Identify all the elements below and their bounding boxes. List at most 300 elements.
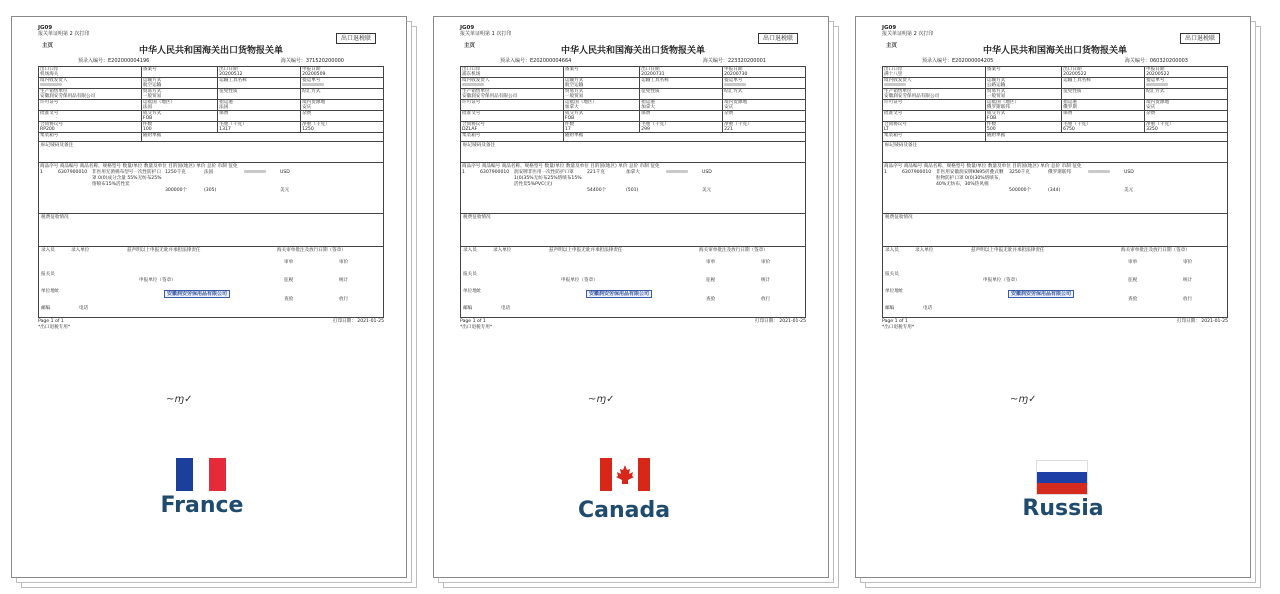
pieces-label: 件数 bbox=[142, 122, 153, 127]
marks-section bbox=[460, 142, 806, 163]
exit-port-value: 满十八里 bbox=[884, 72, 903, 77]
form-cell bbox=[218, 100, 301, 111]
entry-unit-label: 录入单位 bbox=[493, 248, 512, 253]
country-label: Russia bbox=[1022, 496, 1104, 521]
form-cell bbox=[141, 111, 217, 122]
goods-row-second bbox=[462, 188, 804, 194]
exit-date-value: 20200522 bbox=[1063, 72, 1087, 77]
form-cell bbox=[301, 122, 384, 133]
form-cell bbox=[461, 78, 564, 89]
form-cell bbox=[244, 170, 280, 188]
form-cell bbox=[883, 89, 986, 100]
unit-addr-label: 单位地址 bbox=[463, 289, 482, 294]
company-stamp: 安徽润安劳保用品有限公司 bbox=[1008, 290, 1074, 298]
consignor-label: 境内收发货人 bbox=[40, 78, 68, 83]
form-cell bbox=[1062, 111, 1145, 122]
pieces-label: 件数 bbox=[986, 122, 997, 127]
dest-country-value: 法国 bbox=[142, 105, 153, 110]
declare-date-value: 20200730 bbox=[724, 72, 748, 77]
section-label: 主页 bbox=[886, 43, 898, 49]
currency-value: USD bbox=[1124, 170, 1134, 175]
transport-label: 运输方式 bbox=[564, 78, 584, 83]
pre-entry-number: 预录入编号：E202000004205 bbox=[922, 58, 994, 64]
qty2-value: 54400个 bbox=[587, 188, 607, 193]
contract-no-value: RP200 bbox=[40, 127, 55, 132]
deal-mode-value: FOB bbox=[564, 116, 575, 121]
net-label: 净重（千克） bbox=[302, 122, 330, 127]
form-cell bbox=[1145, 89, 1228, 100]
form-cell bbox=[1062, 89, 1145, 100]
gross-label: 毛重（千克） bbox=[641, 122, 669, 127]
approval-label: 批准文号 bbox=[40, 111, 59, 116]
entry-clerk-label: 录入员 bbox=[885, 248, 899, 253]
tax-nature-label: 征免性质 bbox=[641, 89, 660, 94]
origin-code-value: (344) bbox=[1048, 188, 1061, 193]
currency-cn-value: 美元 bbox=[1124, 188, 1134, 193]
doc-numbers bbox=[882, 57, 1228, 66]
redacted-value bbox=[884, 83, 906, 86]
doc-code: JG09 bbox=[460, 25, 475, 31]
settle-label: 结汇方式 bbox=[724, 89, 743, 94]
doc-title: 中华人民共和国海关出口货物报关单 bbox=[560, 46, 705, 56]
form-cell bbox=[1088, 188, 1124, 194]
footnote: *出口退税专用* bbox=[38, 325, 71, 330]
origin-value: 俄罗斯联邦 bbox=[1048, 170, 1071, 175]
vehicle-label: 运输工具名称 bbox=[1063, 78, 1091, 83]
form-cell bbox=[301, 111, 384, 122]
inspect-label: 查验 bbox=[284, 297, 294, 302]
entry-unit-label: 录入单位 bbox=[915, 248, 934, 253]
entry-clerk-label: 录入员 bbox=[41, 248, 55, 253]
insurance-label: 保费 bbox=[1063, 111, 1073, 116]
dest-country-label: 运抵国（地区） bbox=[986, 100, 1020, 105]
form-cell bbox=[1145, 122, 1228, 133]
tax-info-label: 税费征收情况 bbox=[463, 215, 491, 220]
declare-date-label: 申报日期 bbox=[724, 67, 743, 72]
gross-weight-value: 1317 bbox=[219, 127, 231, 132]
marks-section bbox=[38, 142, 384, 163]
form-cell bbox=[218, 122, 301, 133]
dest-country-value: 俄罗斯联邦 bbox=[986, 105, 1010, 110]
form-cell bbox=[40, 188, 162, 194]
form-cell bbox=[462, 188, 584, 194]
form-cell bbox=[1062, 122, 1145, 133]
form-cell bbox=[985, 111, 1061, 122]
form-cell bbox=[301, 67, 384, 78]
form-cell bbox=[301, 78, 384, 89]
form-cell bbox=[141, 122, 217, 133]
export-tax-label: 出口退税联 bbox=[1180, 33, 1220, 44]
form-cell bbox=[723, 89, 806, 100]
redacted-value bbox=[40, 83, 62, 86]
vehicle-label: 运输工具名称 bbox=[641, 78, 669, 83]
customs-number: 海关编号：223320200001 bbox=[702, 58, 766, 64]
goods-no-value: 1 bbox=[40, 170, 43, 175]
form-cell bbox=[1062, 100, 1145, 111]
customs-declaration-sheet bbox=[855, 16, 1251, 578]
copy-note: 报关单证明第 2 次打印 bbox=[882, 31, 934, 37]
form-cell bbox=[985, 89, 1061, 100]
declaration-table bbox=[882, 66, 1228, 142]
goods-row-second bbox=[884, 188, 1226, 194]
arrival-port-label: 指运港 bbox=[641, 100, 655, 105]
consignor-value: 安徽润安劳保用品有限公司 bbox=[40, 94, 96, 99]
form-cell bbox=[218, 111, 301, 122]
customs-number: 海关编号：371520200000 bbox=[280, 58, 344, 64]
print-date: 打印日期： 2021-01-25 bbox=[332, 319, 384, 324]
form-cell bbox=[640, 89, 723, 100]
hs-code-value: 6307900010 bbox=[480, 170, 510, 175]
form-cell bbox=[244, 188, 280, 194]
producer-label: 生产销售单位 bbox=[884, 89, 912, 94]
currency-value: USD bbox=[702, 170, 712, 175]
entry-unit-label: 录入单位 bbox=[71, 248, 90, 253]
doc-title: 中华人民共和国海关出口货物报关单 bbox=[138, 46, 283, 56]
approval-label: 批准文号 bbox=[884, 111, 903, 116]
redacted-value bbox=[1088, 170, 1110, 173]
vehicle-label: 运输工具名称 bbox=[219, 78, 247, 83]
exit-port-label: 出口口岸 bbox=[884, 67, 903, 72]
bill-no-label: 提运单号 bbox=[1146, 78, 1165, 83]
goods-section bbox=[460, 163, 806, 214]
declare-statement-label: 兹声明以上申报无讹并承担法律责任 bbox=[127, 248, 201, 253]
doc-footer bbox=[882, 319, 1228, 331]
form-cell bbox=[1062, 78, 1145, 89]
footnote: *出口退税专用* bbox=[882, 325, 915, 330]
declare-date-label: 申报日期 bbox=[1146, 67, 1165, 72]
exit-port-label: 出口口岸 bbox=[462, 67, 481, 72]
footnote: *出口退税专用* bbox=[460, 325, 493, 330]
signature-section bbox=[460, 247, 806, 318]
phone-label: 电话 bbox=[501, 306, 511, 311]
declare-unit-label: 申报单位（签章） bbox=[983, 278, 1020, 283]
trade-mode-value: 一般贸易 bbox=[142, 94, 162, 99]
france-flag-icon bbox=[176, 458, 226, 491]
arrival-port-label: 指运港 bbox=[1063, 100, 1077, 105]
form-cell bbox=[666, 170, 702, 188]
form-cell bbox=[640, 67, 723, 78]
form-cell bbox=[141, 89, 217, 100]
hs-code-value: 6307900010 bbox=[58, 170, 88, 175]
stats-label: 统计 bbox=[761, 278, 771, 283]
doc-footer bbox=[38, 319, 384, 331]
stats-label: 统计 bbox=[339, 278, 349, 283]
form-cell bbox=[461, 111, 564, 122]
goods-header: 商品序号 商品编号 商品名称、规格型号 数量/单位 数量及单位 目的国(地区) 单价 总价 币制 征免 bbox=[40, 164, 238, 169]
insurance-label: 保费 bbox=[641, 111, 651, 116]
declarer-label: 报关员 bbox=[885, 272, 899, 277]
pre-entry-number: 预录入编号：E202000004664 bbox=[500, 58, 572, 64]
release-label: 放行 bbox=[339, 297, 349, 302]
deal-mode-label: 成交方式 bbox=[986, 111, 1006, 116]
gross-weight-value: 6750 bbox=[1063, 127, 1075, 132]
transport-value: 航空运输 bbox=[142, 83, 162, 88]
origin-code-value: (501) bbox=[626, 188, 639, 193]
form-cell bbox=[883, 133, 986, 142]
arrival-port-label: 指运港 bbox=[219, 100, 233, 105]
license-label: 许可证号 bbox=[40, 100, 59, 105]
form-cell bbox=[39, 89, 142, 100]
tax-info-label: 税费征收情况 bbox=[41, 215, 69, 220]
gross-weight-value: 299 bbox=[641, 127, 650, 132]
inspect-label: 查验 bbox=[1128, 297, 1138, 302]
review-label: 审单 bbox=[1128, 260, 1138, 265]
form-cell bbox=[666, 188, 702, 194]
tax-info-section bbox=[882, 214, 1228, 247]
goods-header: 商品序号 商品编号 商品名称、规格型号 数量/单位 数量及单位 目的国(地区) 单价 总价 币制 征免 bbox=[462, 164, 660, 169]
form-cell bbox=[39, 67, 142, 78]
form-cell bbox=[563, 111, 639, 122]
dest-country-value: 加拿大 bbox=[564, 105, 579, 110]
price-review-label: 审价 bbox=[761, 260, 771, 265]
goods-section bbox=[882, 163, 1228, 214]
tax-nature-label: 征免性质 bbox=[219, 89, 238, 94]
declare-date-value: 20200509 bbox=[302, 72, 326, 77]
form-cell bbox=[883, 67, 986, 78]
transport-label: 运输方式 bbox=[142, 78, 162, 83]
trade-mode-label: 贸易方式 bbox=[142, 89, 162, 94]
form-cell bbox=[141, 100, 217, 111]
redacted-value bbox=[724, 83, 746, 86]
record-no-label: 备案号 bbox=[142, 67, 157, 72]
goods-row bbox=[462, 170, 804, 188]
settle-label: 结汇方式 bbox=[1146, 89, 1165, 94]
form-cell bbox=[640, 78, 723, 89]
form-cell bbox=[39, 133, 142, 142]
redacted-value bbox=[666, 170, 688, 173]
docs-label: 随附单据 bbox=[986, 133, 1006, 138]
pieces-value: 17 bbox=[564, 127, 571, 132]
qty-value: 3250千克 bbox=[1009, 170, 1030, 175]
goods-row bbox=[40, 170, 382, 188]
company-stamp: 安徽润安劳保用品有限公司 bbox=[586, 290, 652, 298]
license-label: 许可证号 bbox=[462, 100, 481, 105]
tax-info-section bbox=[460, 214, 806, 247]
doc-footer bbox=[460, 319, 806, 331]
deal-mode-value: FOB bbox=[986, 116, 997, 121]
goods-row-second bbox=[40, 188, 382, 194]
declare-date-label: 申报日期 bbox=[302, 67, 321, 72]
document-card-russia bbox=[855, 16, 1251, 578]
form-cell bbox=[723, 78, 806, 89]
form-cell bbox=[985, 67, 1061, 78]
levy-label: 征税 bbox=[284, 278, 294, 283]
form-cell bbox=[39, 111, 142, 122]
marks-label: 标记唛码及备注 bbox=[41, 143, 74, 148]
pieces-label: 件数 bbox=[564, 122, 575, 127]
signature-scribble-icon: ~ɱ✓ bbox=[1010, 394, 1037, 405]
zip-label: 邮编 bbox=[41, 306, 51, 311]
origin-code-value: (305) bbox=[204, 188, 217, 193]
docs-label: 随附单据 bbox=[564, 133, 584, 138]
form-cell bbox=[640, 122, 723, 133]
deal-mode-value: FOB bbox=[142, 116, 153, 121]
domestic-source-value: 安庆 bbox=[302, 105, 312, 110]
form-cell bbox=[218, 67, 301, 78]
price-review-label: 审价 bbox=[1183, 260, 1193, 265]
page-number: Page 1 of 1 bbox=[882, 319, 908, 324]
form-cell bbox=[723, 67, 806, 78]
pieces-value: 100 bbox=[142, 127, 152, 132]
declarer-label: 报关员 bbox=[463, 272, 477, 277]
goods-no-value: 1 bbox=[884, 170, 887, 175]
customs-note-label: 海关审单批注及放行日期（签章） bbox=[277, 248, 346, 253]
form-cell bbox=[301, 100, 384, 111]
consignor-label: 境内收发货人 bbox=[884, 78, 912, 83]
country-label: France bbox=[160, 493, 244, 518]
form-cell bbox=[563, 67, 639, 78]
levy-label: 征税 bbox=[706, 278, 716, 283]
arrival-port-value: 法国 bbox=[219, 105, 229, 110]
trade-mode-label: 贸易方式 bbox=[986, 89, 1006, 94]
producer-label: 生产销售单位 bbox=[462, 89, 490, 94]
marks-label: 标记唛码及备注 bbox=[463, 143, 496, 148]
exit-date-label: 出口日期 bbox=[219, 67, 238, 72]
form-cell bbox=[1145, 100, 1228, 111]
signature-section bbox=[38, 247, 384, 318]
levy-label: 征税 bbox=[1128, 278, 1138, 283]
release-label: 放行 bbox=[1183, 297, 1193, 302]
customs-declaration-sheet bbox=[433, 16, 829, 578]
doc-title: 中华人民共和国海关出口货物报关单 bbox=[982, 46, 1127, 56]
phone-label: 电话 bbox=[923, 306, 933, 311]
export-tax-label: 出口退税联 bbox=[758, 33, 798, 44]
declaration-form bbox=[882, 25, 1228, 405]
price-review-label: 审价 bbox=[339, 260, 349, 265]
container-label: 集装箱号 bbox=[462, 133, 481, 138]
exit-port-value: 机场海关 bbox=[40, 72, 59, 77]
doc-numbers bbox=[38, 57, 384, 66]
print-date: 打印日期： 2021-01-25 bbox=[1176, 319, 1228, 324]
qty2-value: 500000个 bbox=[1009, 188, 1032, 193]
deal-mode-label: 成交方式 bbox=[142, 111, 162, 116]
source-label: 境内货源地 bbox=[1146, 100, 1170, 105]
form-cell bbox=[563, 133, 805, 142]
consignor-value: 安徽润安劳保用品有限公司 bbox=[462, 94, 518, 99]
section-label: 主页 bbox=[464, 43, 476, 49]
form-cell bbox=[883, 78, 986, 89]
pre-entry-number: 预录入编号：E202000004196 bbox=[78, 58, 150, 64]
net-label: 净重（千克） bbox=[1146, 122, 1174, 127]
qty-value: 221千克 bbox=[587, 170, 605, 175]
misc-label: 杂费 bbox=[302, 111, 312, 116]
zip-label: 邮编 bbox=[463, 306, 473, 311]
form-cell bbox=[563, 122, 639, 133]
form-cell bbox=[985, 122, 1061, 133]
export-tax-label: 出口退税联 bbox=[336, 33, 376, 44]
signature-section bbox=[882, 247, 1228, 318]
form-cell bbox=[723, 122, 806, 133]
declare-unit-label: 申报单位（签章） bbox=[561, 278, 598, 283]
unit-addr-label: 单位地址 bbox=[41, 289, 60, 294]
form-cell bbox=[883, 122, 986, 133]
release-label: 放行 bbox=[761, 297, 771, 302]
page-number: Page 1 of 1 bbox=[460, 319, 486, 324]
customs-note-label: 海关审单批注及放行日期（签章） bbox=[1121, 248, 1190, 253]
trade-mode-value: 一般贸易 bbox=[986, 94, 1006, 99]
copy-note: 报关单证明第 2 次打印 bbox=[38, 31, 90, 37]
copy-note: 报关单证明第 1 次打印 bbox=[460, 31, 512, 37]
goods-no-value: 1 bbox=[462, 170, 465, 175]
form-cell bbox=[218, 78, 301, 89]
form-cell bbox=[461, 122, 564, 133]
declaration-form bbox=[460, 25, 806, 405]
declare-statement-label: 兹声明以上申报无讹并承担法律责任 bbox=[549, 248, 623, 253]
producer-label: 生产销售单位 bbox=[40, 89, 68, 94]
exit-port-label: 出口口岸 bbox=[40, 67, 59, 72]
form-cell bbox=[985, 78, 1061, 89]
customs-number: 海关编号：060320200003 bbox=[1124, 58, 1188, 64]
goods-desc-value: 非医用安徽润安牌KN95折叠式颗粒物防护口罩 0(0)30%熔喷布，40%无纺布，30%热风棉 bbox=[936, 170, 1004, 187]
tax-info-label: 税费征收情况 bbox=[885, 215, 913, 220]
bill-no-label: 提运单号 bbox=[302, 78, 321, 83]
goods-desc-value: 润安牌非医用一次性防护口罩 1(0)35%无纺布25%熔喷布15%活性炭5%PVC(无) bbox=[514, 170, 582, 187]
declare-unit-label: 申报单位（签章） bbox=[139, 278, 176, 283]
form-cell bbox=[39, 78, 142, 89]
declaration-table bbox=[38, 66, 384, 142]
declarer-label: 报关员 bbox=[41, 272, 55, 277]
domestic-source-value: 安庆 bbox=[724, 105, 734, 110]
marks-label: 标记唛码及备注 bbox=[885, 143, 918, 148]
dest-country-label: 运抵国（地区） bbox=[564, 100, 598, 105]
form-cell bbox=[1062, 67, 1145, 78]
declare-date-value: 20200522 bbox=[1146, 72, 1170, 77]
form-cell bbox=[723, 100, 806, 111]
deal-mode-label: 成交方式 bbox=[564, 111, 584, 116]
goods-header: 商品序号 商品编号 商品名称、规格型号 数量/单位 数量及单位 目的国(地区) 单价 总价 币制 征免 bbox=[884, 164, 1082, 169]
form-cell bbox=[461, 67, 564, 78]
currency-value: USD bbox=[280, 170, 290, 175]
misc-label: 杂费 bbox=[1146, 111, 1156, 116]
exit-date-label: 出口日期 bbox=[1063, 67, 1082, 72]
form-cell bbox=[141, 67, 217, 78]
doc-header bbox=[460, 25, 806, 43]
phone-label: 电话 bbox=[79, 306, 89, 311]
doc-code: JG09 bbox=[882, 25, 897, 31]
qty-value: 1250千克 bbox=[165, 170, 186, 175]
declaration-table bbox=[460, 66, 806, 142]
container-label: 集装箱号 bbox=[40, 133, 59, 138]
form-cell bbox=[883, 111, 986, 122]
review-label: 审单 bbox=[284, 260, 294, 265]
contract-no-value: DZLAF bbox=[462, 127, 478, 132]
settle-label: 结汇方式 bbox=[302, 89, 321, 94]
form-cell bbox=[461, 133, 564, 142]
contract-no-value: LT bbox=[884, 127, 889, 132]
document-card-canada bbox=[433, 16, 829, 578]
form-cell bbox=[461, 100, 564, 111]
form-cell bbox=[141, 133, 383, 142]
form-cell bbox=[640, 111, 723, 122]
form-cell bbox=[985, 100, 1061, 111]
form-cell bbox=[563, 89, 639, 100]
net-label: 净重（千克） bbox=[724, 122, 752, 127]
doc-code: JG09 bbox=[38, 25, 53, 31]
record-no-label: 备案号 bbox=[986, 67, 1001, 72]
form-cell bbox=[640, 100, 723, 111]
print-date: 打印日期： 2021-01-25 bbox=[754, 319, 806, 324]
marks-section bbox=[882, 142, 1228, 163]
goods-section bbox=[38, 163, 384, 214]
stats-label: 统计 bbox=[1183, 278, 1193, 283]
redacted-value bbox=[302, 83, 324, 86]
net-weight-value: 221 bbox=[724, 127, 733, 132]
goods-desc-value: 非医用无菌棉布型号一次性防护口罩 0(0)成分含量 55%无纺布25%熔喷布15%活性炭 bbox=[92, 170, 162, 187]
form-cell bbox=[985, 133, 1227, 142]
pieces-value: 500 bbox=[986, 127, 996, 132]
transport-label: 运输方式 bbox=[986, 78, 1006, 83]
net-weight-value: 1250 bbox=[302, 127, 314, 132]
